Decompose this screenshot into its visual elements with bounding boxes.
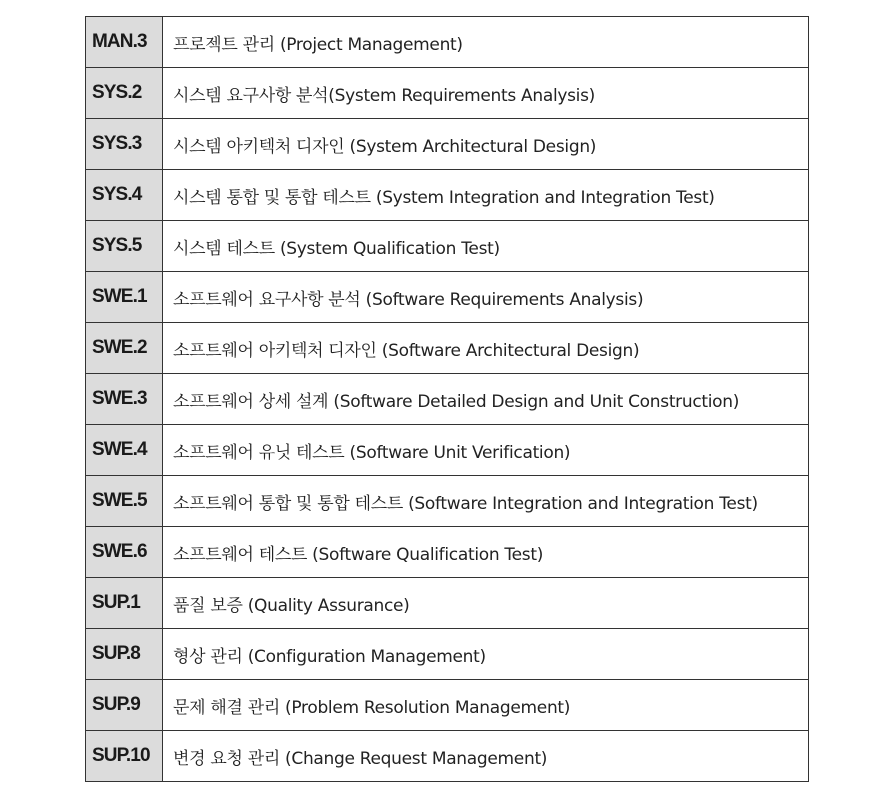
table-row: [86, 578, 809, 629]
table-row: [86, 374, 809, 425]
table-row: [86, 476, 809, 527]
table-row: [86, 629, 809, 680]
process-name: 소프트웨어 요구사항 분석 (Software Requirements Analysis): [163, 272, 809, 323]
process-name: 형상 관리 (Configuration Management): [163, 629, 809, 680]
table-row: [86, 527, 809, 578]
process-name: 프로젝트 관리 (Project Management): [163, 17, 809, 68]
table-row: [86, 680, 809, 731]
process-name: 소프트웨어 통합 및 통합 테스트 (Software Integration and Integration Test): [163, 476, 809, 527]
process-name: 시스템 요구사항 분석(System Requirements Analysis): [163, 68, 809, 119]
process-table-body: [86, 17, 809, 782]
process-id: SYS.4: [86, 170, 163, 221]
table-row: [86, 272, 809, 323]
process-name: 소프트웨어 테스트 (Software Qualification Test): [163, 527, 809, 578]
table-row: [86, 68, 809, 119]
table-row: [86, 425, 809, 476]
process-id: SWE.4: [86, 425, 163, 476]
process-id: SYS.2: [86, 68, 163, 119]
process-id: SUP.10: [86, 731, 163, 782]
process-id: SUP.8: [86, 629, 163, 680]
process-name: 소프트웨어 유닛 테스트 (Software Unit Verification): [163, 425, 809, 476]
table-row: [86, 17, 809, 68]
process-name: 문제 해결 관리 (Problem Resolution Management): [163, 680, 809, 731]
process-id: MAN.3: [86, 17, 163, 68]
process-id: SYS.3: [86, 119, 163, 170]
process-id: SUP.1: [86, 578, 163, 629]
process-id: SWE.5: [86, 476, 163, 527]
process-table: [85, 16, 809, 782]
process-name: 품질 보증 (Quality Assurance): [163, 578, 809, 629]
table-row: [86, 221, 809, 272]
process-name: 시스템 테스트 (System Qualification Test): [163, 221, 809, 272]
table-row: [86, 170, 809, 221]
process-id: SWE.6: [86, 527, 163, 578]
table-row: [86, 119, 809, 170]
process-id: SWE.1: [86, 272, 163, 323]
process-id: SWE.3: [86, 374, 163, 425]
table-row: [86, 323, 809, 374]
table-row: [86, 731, 809, 782]
process-name: 소프트웨어 상세 설계 (Software Detailed Design and Unit Construction): [163, 374, 809, 425]
process-name: 시스템 아키텍처 디자인 (System Architectural Design): [163, 119, 809, 170]
process-name: 소프트웨어 아키텍처 디자인 (Software Architectural Design): [163, 323, 809, 374]
process-name: 변경 요청 관리 (Change Request Management): [163, 731, 809, 782]
process-id: SWE.2: [86, 323, 163, 374]
process-id: SYS.5: [86, 221, 163, 272]
process-name: 시스템 통합 및 통합 테스트 (System Integration and Integration Test): [163, 170, 809, 221]
process-id: SUP.9: [86, 680, 163, 731]
